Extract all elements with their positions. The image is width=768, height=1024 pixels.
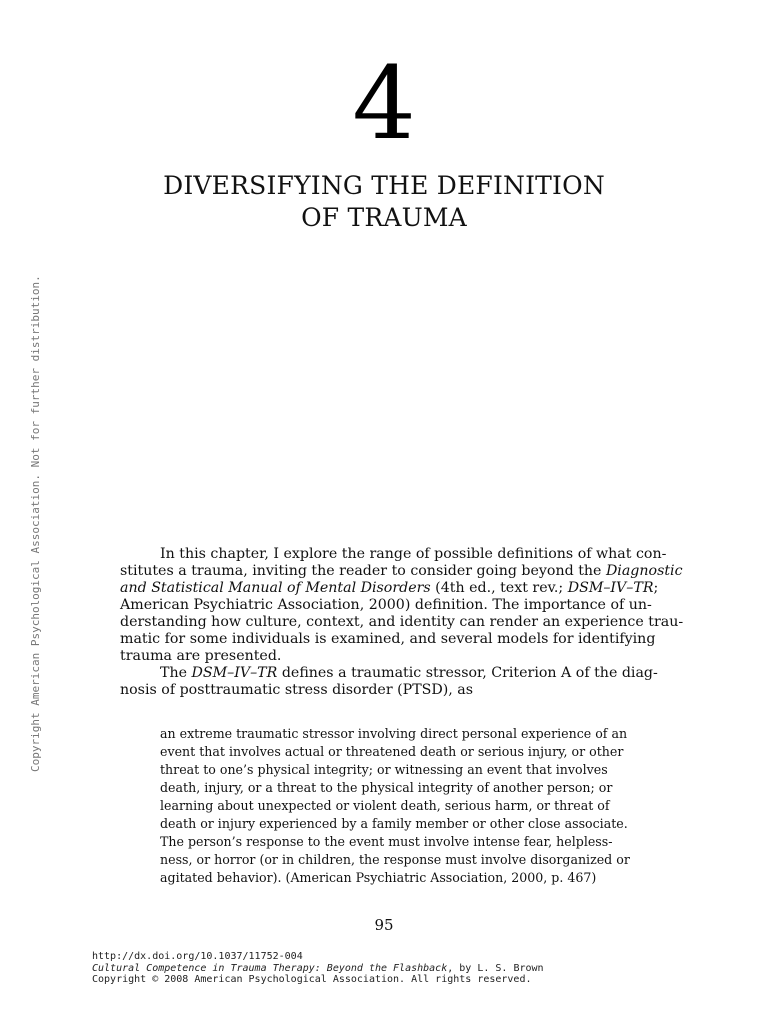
- quote-line: an extreme traumatic stressor involving direct personal experience of an: [160, 726, 628, 741]
- text-run: The: [160, 665, 192, 681]
- text-run: (4th ed., text rev.;: [430, 580, 568, 596]
- chapter-title-line: DIVERSIFYING THE DEFINITION: [163, 171, 605, 200]
- text-run: ;: [653, 580, 659, 596]
- chapter-title-line: OF TRAUMA: [301, 203, 467, 232]
- quote-line: death, injury, or a threat to the physical integrity of another person; or: [160, 780, 613, 795]
- paragraph-line: [120, 563, 683, 580]
- body-text: [120, 546, 684, 699]
- doi-link[interactable]: http://dx.doi.org/10.1037/11752-004: [92, 951, 303, 962]
- quote-line: learning about unexpected or violent death, serious harm, or threat of: [160, 798, 610, 813]
- italic-abbrev-run: DSM–IV–TR: [191, 665, 278, 681]
- paragraph-line: derstanding how culture, context, and identity can render an experience trau-: [120, 614, 684, 630]
- italic-title-run: Diagnostic: [605, 563, 683, 579]
- copyright-margin-note: Copyright American Psychological Association. Not for further distribution.: [29, 275, 42, 772]
- copyright-line: Copyright © 2008 American Psychological Association. All rights reserved.: [92, 974, 532, 985]
- italic-abbrev-run: DSM–IV–TR: [567, 580, 654, 596]
- italic-title-run: and Statistical Manual of Mental Disorders: [120, 580, 431, 596]
- text-run: defines a traumatic stressor, Criterion A of the diag-: [277, 665, 658, 681]
- quote-line: agitated behavior). (American Psychiatric Association, 2000, p. 467): [160, 870, 597, 885]
- paragraph-line: matic for some individuals is examined, and several models for identifying: [120, 631, 656, 647]
- paragraph-line: trauma are presented.: [120, 648, 282, 664]
- chapter-title: [0, 170, 768, 234]
- paragraph-line: nosis of posttraumatic stress disorder (PTSD), as: [120, 682, 474, 698]
- text-run: stitutes a trauma, inviting the reader to consider going beyond the: [120, 563, 606, 579]
- page-number: 95: [374, 916, 394, 934]
- citation-footer: [92, 951, 544, 986]
- block-quote: [160, 725, 630, 887]
- quote-line: death or injury experienced by a family member or other close associate.: [160, 816, 628, 831]
- quote-line: ness, or horror (or in children, the response must involve disorganized or: [160, 852, 630, 867]
- quote-line: The person’s response to the event must involve intense fear, helpless-: [160, 834, 613, 849]
- paragraph-line: [120, 580, 659, 597]
- book-citation: [92, 963, 544, 975]
- book-author: , by L. S. Brown: [447, 962, 544, 974]
- paragraph-line: [120, 665, 658, 682]
- quote-line: event that involves actual or threatened death or serious injury, or other: [160, 744, 624, 759]
- paragraph-line: American Psychiatric Association, 2000) definition. The importance of un-: [120, 597, 652, 613]
- quote-line: threat to one’s physical integrity; or witnessing an event that involves: [160, 762, 608, 777]
- chapter-number: 4: [352, 45, 416, 162]
- paragraph-line: In this chapter, I explore the range of possible definitions of what con-: [160, 546, 667, 562]
- book-title: Cultural Competence in Trauma Therapy: Beyond the Flashback: [92, 962, 448, 974]
